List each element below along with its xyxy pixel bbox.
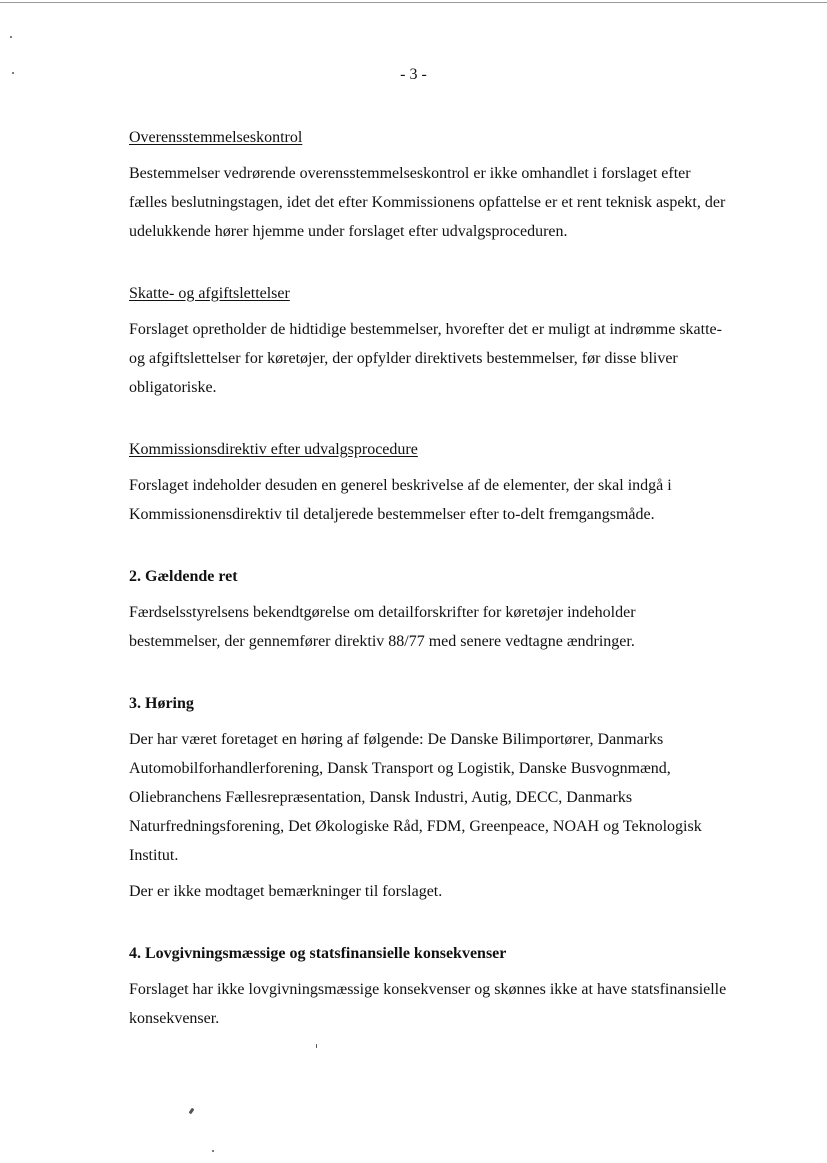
scan-speck bbox=[10, 36, 12, 38]
page-number: - 3 - bbox=[400, 66, 427, 83]
section-heading: 3. Høring bbox=[129, 695, 194, 712]
section-paragraph: Bestemmelser vedrørende overensstemmelseskontrol er ikke omhandlet i forslaget efter fælles beslutningstagen, idet det efter Kommissionens opfattelse er et rent teknisk aspekt, der udelukkende hører hjemme under forslaget efter udvalgsproceduren. bbox=[129, 165, 726, 240]
section-heading: 4. Lovgivningsmæssige og statsfinansielle konsekvenser bbox=[129, 945, 507, 962]
scan-speck bbox=[12, 72, 14, 74]
scan-speck bbox=[316, 1044, 317, 1048]
section-skatte-og-afgiftslettelser bbox=[129, 282, 729, 402]
section-hoering bbox=[129, 692, 729, 906]
section-gaeldende-ret bbox=[129, 565, 729, 656]
section-kommissionsdirektiv bbox=[129, 438, 729, 529]
scan-speck bbox=[189, 1108, 195, 1115]
section-lovgivningsmaessige-konsekvenser bbox=[129, 942, 729, 1033]
document-body bbox=[129, 126, 729, 1033]
section-paragraph: Forslaget har ikke lovgivningsmæssige konsekvenser og skønnes ikke at have statsfinansielle konsekvenser. bbox=[129, 981, 727, 1027]
section-paragraph: Forslaget indeholder desuden en generel beskrivelse af de elementer, der skal indgå i Kommissionensdirektiv til detaljerede bestemmelser efter to-delt fremgangsmåde. bbox=[129, 477, 672, 523]
section-paragraph: Der har været foretaget en høring af følgende: De Danske Bilimportører, Danmarks Automobilforhandlerforening, Dansk Transport og Logistik, Danske Busvognmænd, Oliebranchens Fællesrepræsentation, Dansk Industri, Autig, DECC, Danmarks Naturfredningsforening, Det Økologiske Råd, FDM, Greenpeace, NOAH og Teknologisk Institut. bbox=[129, 731, 702, 864]
section-heading: Overensstemmelseskontrol bbox=[129, 129, 303, 146]
section-paragraph: Forslaget opretholder de hidtidige bestemmelser, hvorefter det er muligt at indrømme skatte- og afgiftslettelser for køretøjer, der opfylder direktivets bestemmelser, før disse bliver obligatoriske. bbox=[129, 321, 722, 396]
scan-speck bbox=[212, 1150, 214, 1152]
section-paragraph: Der er ikke modtaget bemærkninger til forslaget. bbox=[129, 883, 443, 900]
section-heading: Skatte- og afgiftslettelser bbox=[129, 285, 290, 302]
section-heading: 2. Gældende ret bbox=[129, 568, 238, 585]
section-heading: Kommissionsdirektiv efter udvalgsprocedure bbox=[129, 441, 418, 458]
section-overensstemmelseskontrol bbox=[129, 126, 729, 246]
section-paragraph: Færdselsstyrelsens bekendtgørelse om detailforskrifter for køretøjer indeholder bestemmelser, der gennemfører direktiv 88/77 med senere vedtagne ændringer. bbox=[129, 604, 636, 650]
top-rule bbox=[0, 2, 827, 3]
